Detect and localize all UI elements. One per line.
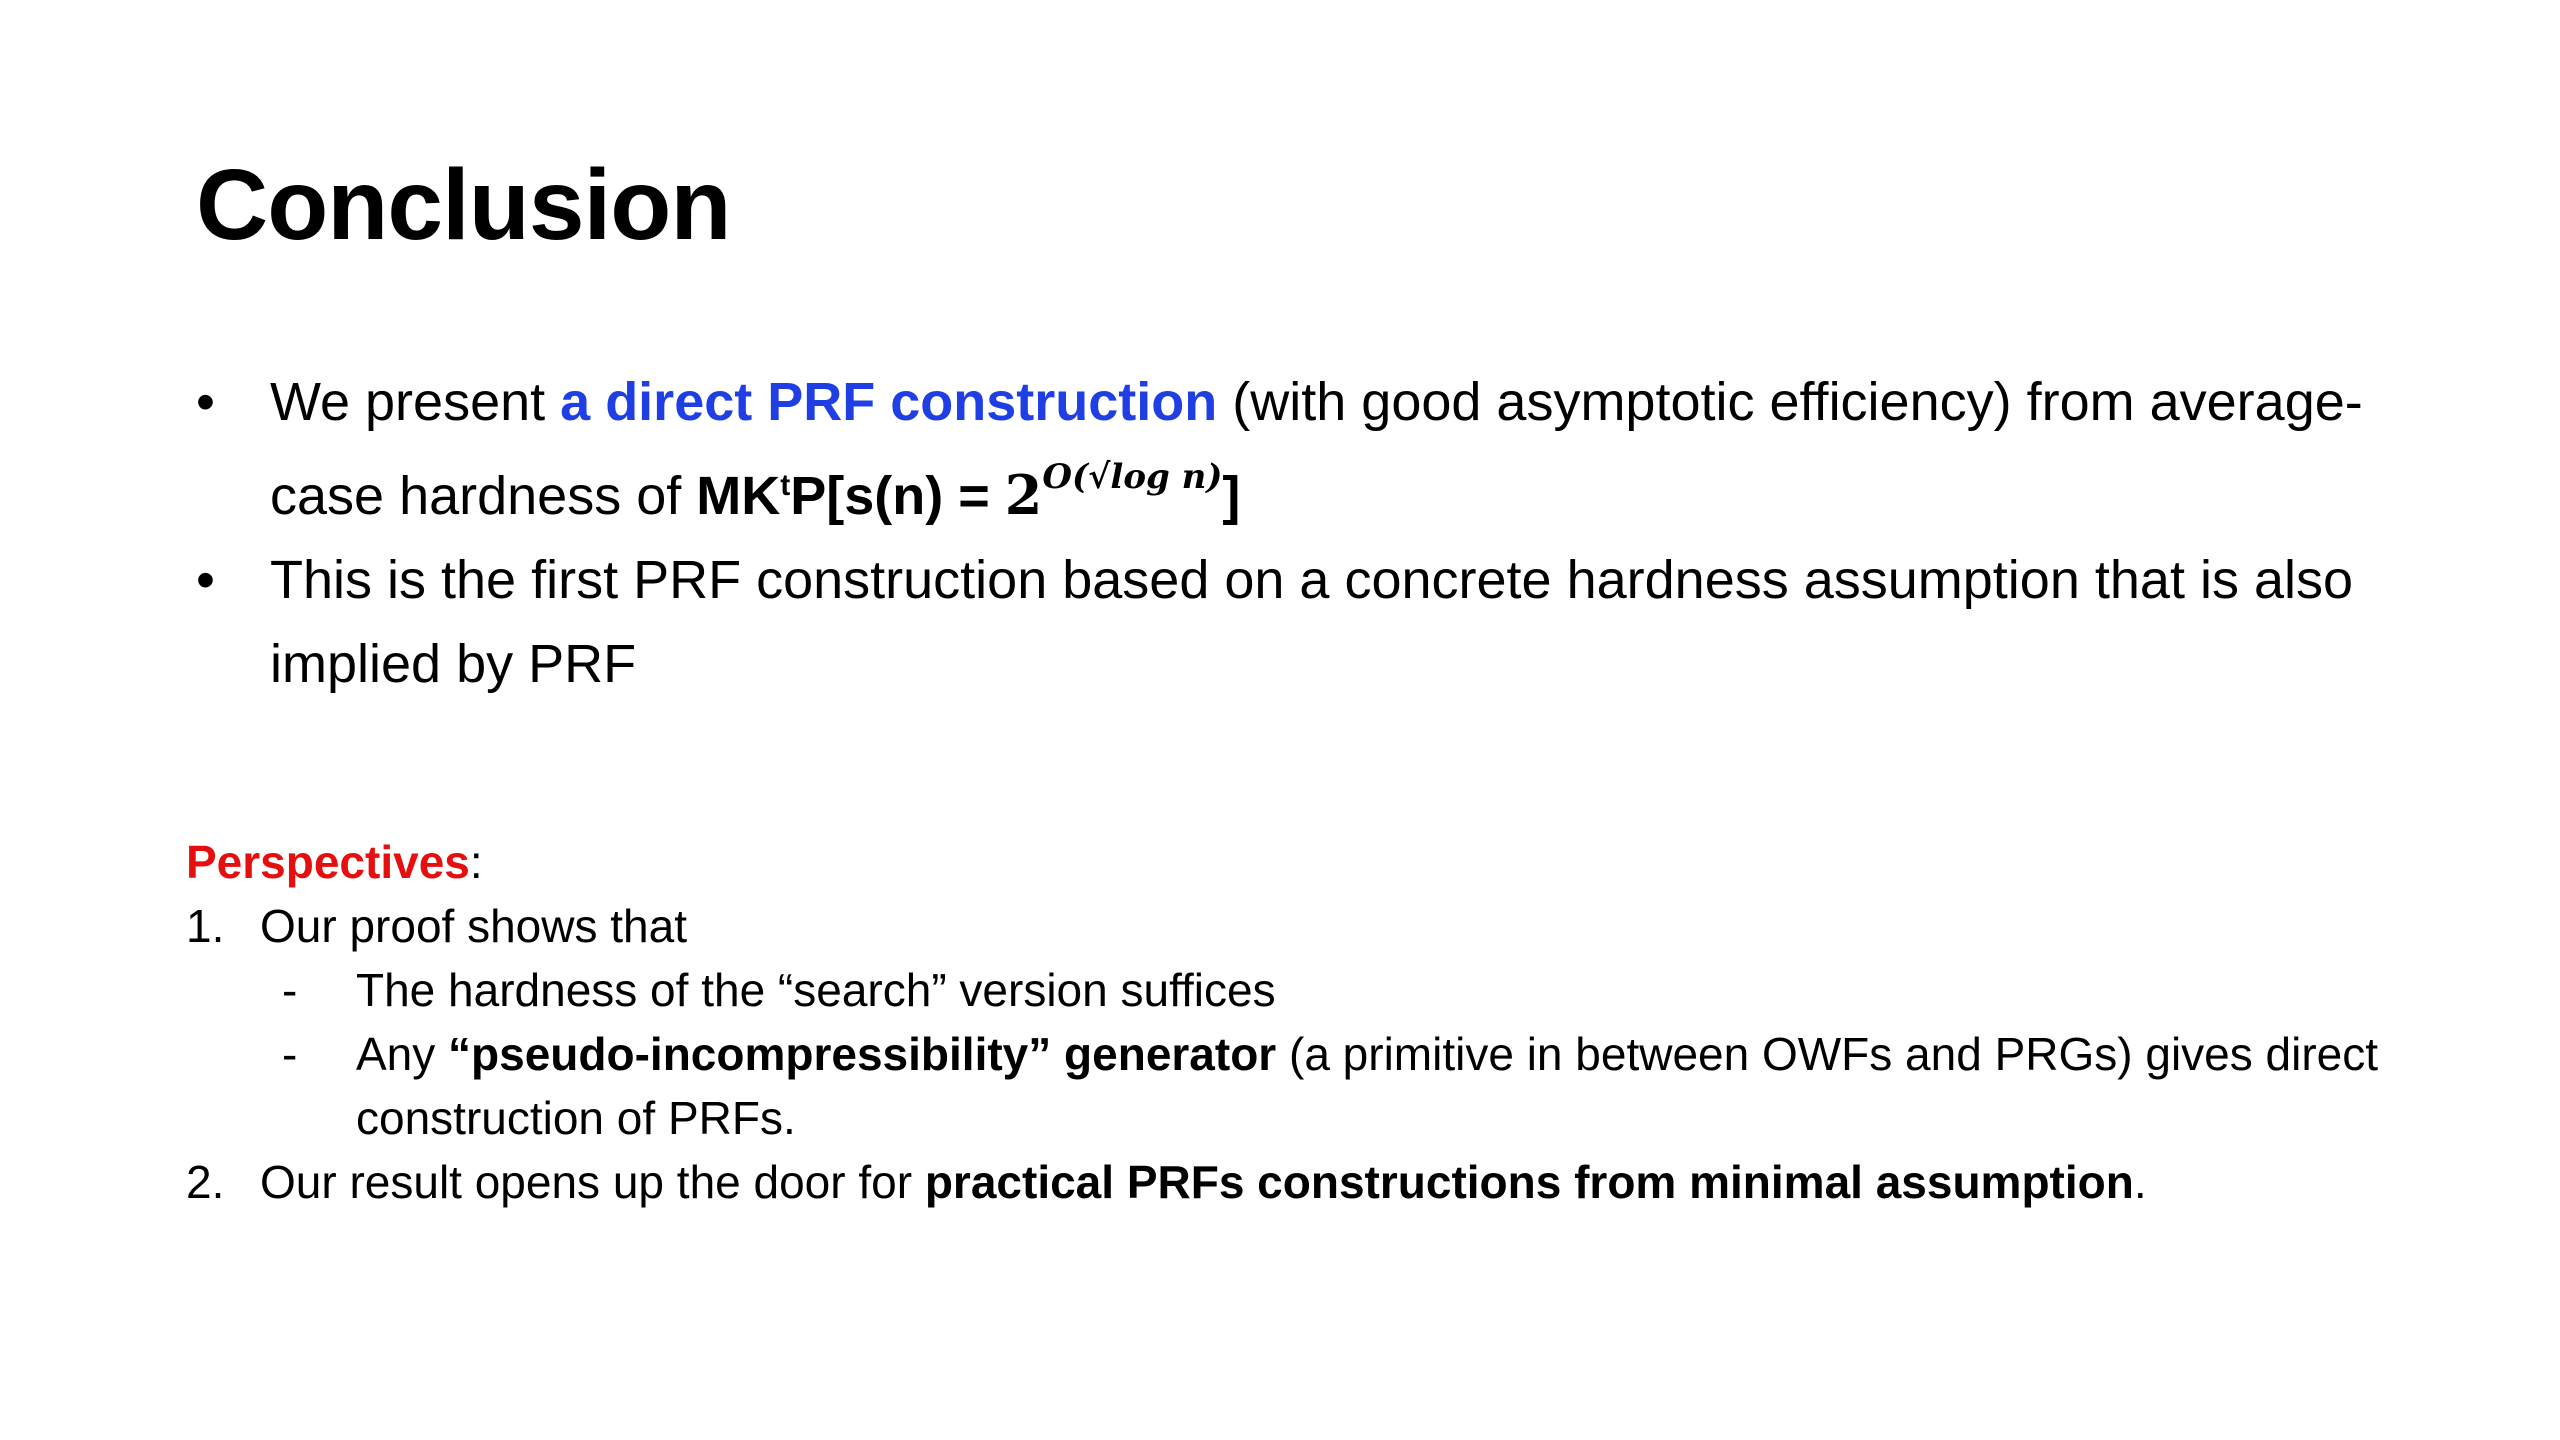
formula-close: ] (1222, 466, 1241, 526)
perspectives-section (186, 830, 2466, 1214)
bullet-item (196, 538, 2426, 706)
bullet-marker: • (196, 372, 215, 432)
sub-item-text: The hardness of the “search” version suffices (356, 964, 1276, 1016)
bullet-text-middle: (with good asymptotic efficiency) from average-case hardness of (270, 372, 2363, 526)
numbered-item (186, 894, 2466, 958)
dash-marker: - (282, 964, 298, 1016)
item-number: 2. (186, 1156, 225, 1208)
item-suffix: . (2133, 1156, 2147, 1208)
bullet-text: This is the first PRF construction based on a concrete hardness assumption that is also implied by PRF (270, 550, 2354, 694)
formula-base: 2 (1004, 463, 1043, 527)
formula-superscript-t: t (780, 469, 791, 502)
item-number: 1. (186, 900, 225, 952)
formula-exponent: O(√log n) (1042, 457, 1223, 497)
dash-marker: - (282, 1028, 298, 1080)
bullet-marker: • (196, 550, 215, 610)
numbered-item (186, 1150, 2466, 1214)
sub-item (186, 958, 2466, 1022)
sub-item-suffix: (a primitive in between OWFs and PRGs) gives direct construction of PRFs. (356, 1028, 2379, 1144)
perspectives-label: Perspectives (186, 836, 470, 888)
slide-title: Conclusion (196, 149, 731, 261)
sub-item (186, 1022, 2466, 1150)
highlight-phrase: a direct PRF construction (560, 372, 1218, 432)
bullet-item (196, 360, 2426, 538)
sub-item-prefix: Any (356, 1028, 449, 1080)
sub-item-bold: “pseudo-incompressibility” generator (448, 1028, 1277, 1080)
formula-mid: P[s(n) = (790, 466, 1005, 526)
bullet-text-prefix: We present (270, 372, 561, 432)
item-text: Our proof shows that (260, 900, 687, 952)
main-bullet-list (196, 360, 2426, 706)
perspectives-colon: : (469, 836, 483, 888)
formula-lead: MK (696, 466, 781, 526)
item-bold: practical PRFs constructions from minimal assumption (924, 1156, 2134, 1208)
item-prefix: Our result opens up the door for (260, 1156, 925, 1208)
perspectives-heading (186, 830, 2466, 894)
formula-power (1004, 457, 1223, 527)
